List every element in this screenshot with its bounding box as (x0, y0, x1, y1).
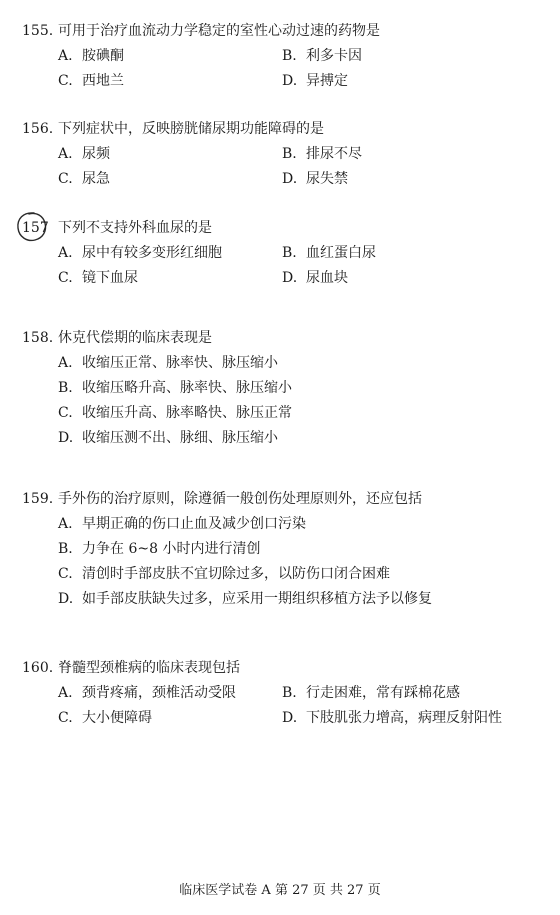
question-stem: 休克代偿期的临床表现是 (58, 330, 212, 346)
option-b: B. 力争在 6~8 小时内进行清创 (58, 541, 261, 557)
question-stem: 可用于治疗血流动力学稳定的室性心动过速的药物是 (58, 23, 380, 39)
option-c: C. 尿急 (58, 171, 110, 187)
question-stem: 下列症状中，反映膀胱储尿期功能障碍的是 (58, 121, 324, 137)
question-number: 157 (22, 220, 49, 236)
option-d: D. 尿失禁 (282, 171, 348, 187)
question-stem: 下列不支持外科血尿的是 (58, 220, 212, 236)
question-157 (0, 215, 560, 291)
option-a: A. 收缩压正常、脉率快、脉压缩小 (58, 355, 278, 371)
question-number: 156. (22, 121, 54, 137)
page-footer: 临床医学试卷 A 第 27 页 共 27 页 (179, 883, 381, 898)
option-b: B. 血红蛋白尿 (282, 245, 376, 261)
question-number: 159. (22, 491, 54, 507)
question-number: 158. (22, 330, 54, 346)
question-159 (0, 486, 560, 612)
question-156 (0, 116, 560, 192)
option-b: B. 利多卡因 (282, 48, 362, 64)
option-c: C. 镜下血尿 (58, 270, 138, 286)
option-b: B. 收缩压略升高、脉率快、脉压缩小 (58, 380, 292, 396)
question-158 (0, 325, 560, 451)
option-a: A. 尿频 (58, 146, 110, 162)
option-d: D. 下肢肌张力增高，病理反射阳性 (282, 710, 502, 726)
option-c: C. 收缩压升高、脉率略快、脉压正常 (58, 405, 292, 421)
question-number: 155. (22, 23, 54, 39)
question-160 (0, 655, 560, 731)
option-a: A. 尿中有较多变形红细胞 (58, 245, 222, 261)
option-c: C. 清创时手部皮肤不宜切除过多，以防伤口闭合困难 (58, 566, 390, 582)
option-b: B. 排尿不尽 (282, 146, 362, 162)
option-d: D. 尿血块 (282, 270, 348, 286)
option-d: D. 如手部皮肤缺失过多，应采用一期组织移植方法予以修复 (58, 591, 432, 607)
option-c: C. 大小便障碍 (58, 710, 152, 726)
question-stem: 手外伤的治疗原则，除遵循一般创伤处理原则外，还应包括 (58, 491, 422, 507)
option-a: A. 颈背疼痛，颈椎活动受限 (58, 685, 236, 701)
question-number: 160. (22, 660, 54, 676)
question-155 (0, 18, 560, 94)
option-b: B. 行走困难，常有踩棉花感 (282, 685, 460, 701)
question-stem: 脊髓型颈椎病的临床表现包括 (58, 660, 240, 676)
option-d: D. 异搏定 (282, 73, 348, 89)
option-a: A. 胺碘酮 (58, 48, 124, 64)
option-d: D. 收缩压测不出、脉细、脉压缩小 (58, 430, 278, 446)
option-a: A. 早期正确的伤口止血及减少创口污染 (58, 516, 306, 532)
option-c: C. 西地兰 (58, 73, 124, 89)
